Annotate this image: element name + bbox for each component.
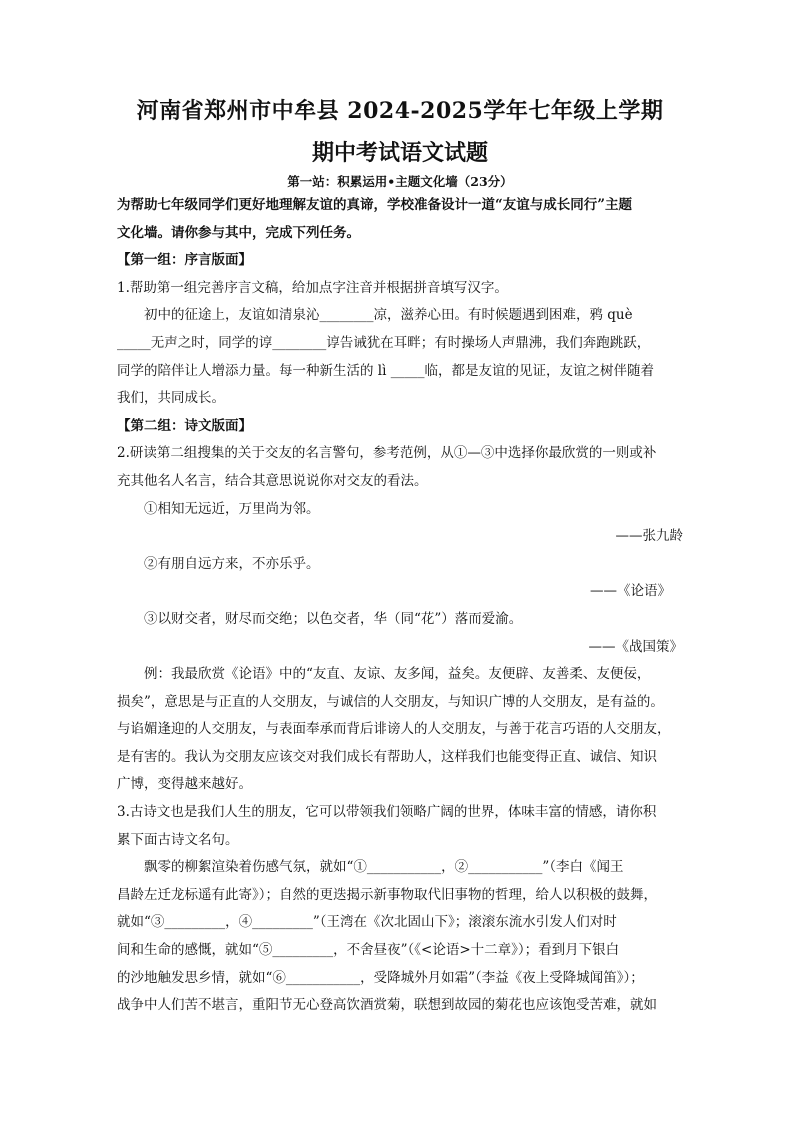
intro-line-2: 文化墙。请你参与其中，完成下列任务。	[117, 224, 360, 241]
q1-passage-line-2: _____无声之时，同学的谆________谆告诫犹在耳畔；有时操场人声鼎沸，我们奔跑跳跃，	[117, 334, 651, 351]
question-2-prompt-line-1: 2.研读第二组搜集的关于交友的名言警句，参考范例，从①—③中选择你最欣赏的一则或补	[117, 445, 657, 462]
question-3-prompt-line-1: 3.古诗文也是我们人生的朋友，它可以带领我们领略广阔的世界，体味丰富的情感，请你积	[117, 804, 657, 821]
intro-line-1: 为帮助七年级同学们更好地理解友谊的真谛，学校准备设计一道“友谊与成长同行”主题	[117, 197, 633, 213]
group2-heading: 【第二组：诗文版面】	[117, 417, 252, 434]
exam-title-line2: 期中考试语文试题	[311, 140, 488, 166]
quote-1-text: ①相知无远近，万里尚为邻。	[144, 500, 320, 517]
group1-heading: 【第一组：序言版面】	[117, 252, 252, 269]
quote-1-source: ——张九龄	[615, 528, 683, 545]
quote-3-source: ——《战国策》	[588, 638, 683, 655]
exam-page	[117, 90, 683, 1020]
exam-title-line1: 河南省郑州市中牟县 2024-2025学年七年级上学期	[136, 98, 664, 124]
quote-3-text: ③以财交者，财尽而交绝；以色交者，华（同“花”）落而爱渝。	[144, 610, 523, 627]
question-2-prompt-line-2: 充其他名人名言，结合其意思说说你对交友的看法。	[117, 472, 428, 489]
example-line-1: 例：我最欣赏《论语》中的“友直、友谅、友多闻，益矣。友便辟、友善柔、友便佞，	[144, 666, 651, 683]
example-line-5: 广博，变得越来越好。	[117, 776, 252, 793]
example-line-2: 损矣”，意思是与正直的人交朋友，与诚信的人交朋友，与知识广博的人交朋友，是有益的。	[117, 693, 664, 710]
question-1-prompt: 1.帮助第一组完善序言文稿，给加点字注音并根据拼音填写汉字。	[117, 279, 508, 296]
quote-2-text: ②有朋自远方来，不亦乐乎。	[144, 555, 320, 572]
q3-line-4: 间和生命的感慨，就如“⑤_________，不舍昼夜”（《<论语>十二章》）；看到月下银白	[117, 942, 620, 959]
q3-line-1: 飘零的柳絮渲染着伤感气氛，就如“①___________，②___________”（李白《闻王	[144, 859, 624, 876]
q3-line-2: 昌龄左迁龙标遥有此寄》）；自然的更迭揭示新事物取代旧事物的哲理，给人以积极的鼓舞，	[117, 886, 657, 903]
question-3-prompt-line-2: 累下面古诗文名句。	[117, 831, 239, 848]
q3-line-3: 就如“③_________，④_________”（王湾在《次北固山下》；滚滚东流水引发人们对时	[117, 914, 617, 931]
section-heading: 第一站：积累运用•主题文化墙（23分）	[287, 174, 513, 189]
q3-line-6: 战争中人们苦不堪言，重阳节无心登高饮酒赏菊，联想到故园的菊花也应该饱受苦难，就如	[117, 997, 657, 1014]
example-line-3: 与谄媚逢迎的人交朋友，与表面奉承而背后诽谤人的人交朋友，与善于花言巧语的人交朋友，	[117, 721, 671, 738]
q3-line-5: 的沙地触发思乡情，就如“⑥___________，受降城外月如霜”（李益《夜上受降城闻笛》）；	[117, 969, 644, 986]
q1-passage-line-4: 我们，共同成长。	[117, 390, 225, 407]
q1-passage-line-1: 初中的征途上，友谊如清泉沁________凉，滋养心田。有时候题遇到困难，鸦 què	[144, 307, 633, 324]
example-line-4: 是有害的。我认为交朋友应该交对我们成长有帮助人，这样我们也能变得正直、诚信、知识	[117, 748, 657, 765]
q1-passage-line-3: 同学的陪伴让人增添力量。每一种新生活的 lì _____临，都是友谊的见证，友谊之树伴随着	[117, 362, 654, 379]
quote-2-source: ——《论语》	[590, 583, 671, 600]
